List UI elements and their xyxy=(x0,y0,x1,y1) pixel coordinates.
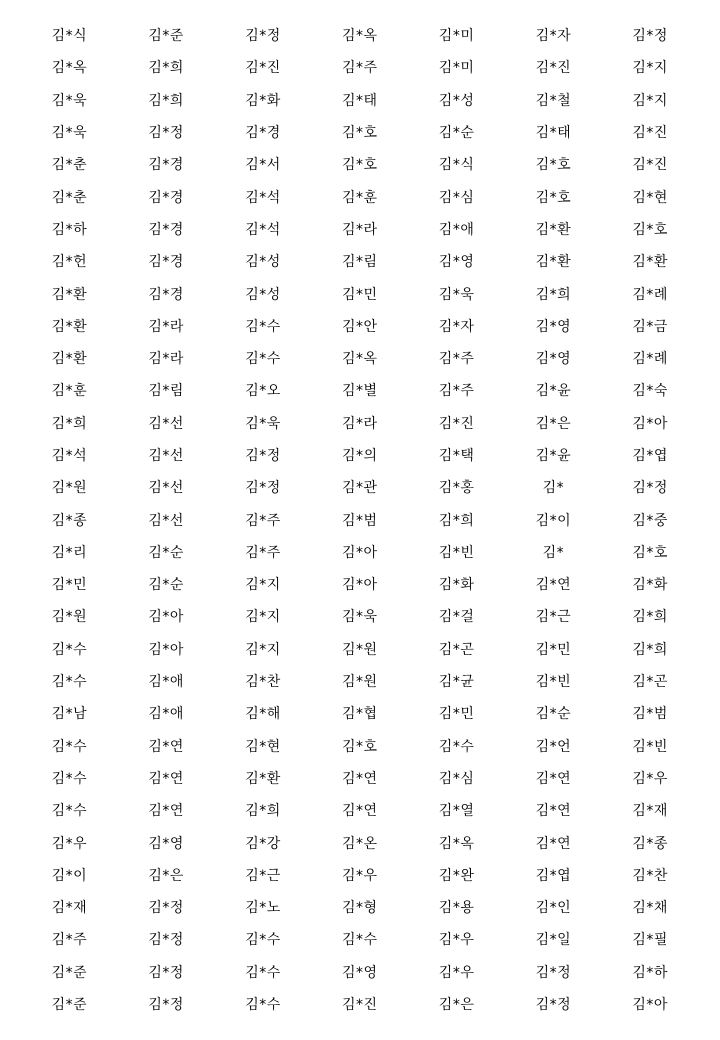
name-cell: 김*태 xyxy=(342,92,378,109)
name-cell: 김*애 xyxy=(148,674,184,691)
name-cell: 김*영 xyxy=(342,964,378,981)
name-cell: 김*인 xyxy=(535,900,572,917)
name-cell: 김*미 xyxy=(438,28,475,45)
name-cell: 김*걸 xyxy=(438,609,475,626)
name-row xyxy=(0,826,720,858)
name-cell: 김*지 xyxy=(245,641,281,658)
name-cell: 김*정 xyxy=(535,964,572,981)
name-cell: 김*라 xyxy=(342,415,378,432)
name-cell: 김*욱 xyxy=(438,286,475,303)
name-cell: 김*정 xyxy=(245,448,281,464)
name-cell: 김*성 xyxy=(245,254,281,271)
name-cell: 김*정 xyxy=(148,900,184,917)
name-cell: 김*근 xyxy=(535,609,572,626)
name-cell: 김*연 xyxy=(342,803,378,820)
name-cell: 김*희 xyxy=(51,415,88,432)
name-cell: 김*리 xyxy=(51,544,88,561)
name-cell: 김*일 xyxy=(535,932,572,949)
name-row xyxy=(0,730,720,762)
name-cell: 김*원 xyxy=(51,609,88,626)
name-cell: 김*연 xyxy=(342,770,378,787)
name-cell: 김*재 xyxy=(632,803,668,820)
name-cell: 김*근 xyxy=(245,867,281,884)
name-cell: 김*경 xyxy=(148,254,184,271)
name-cell: 김*수 xyxy=(51,674,88,691)
name-row xyxy=(0,536,720,568)
name-cell: 김*채 xyxy=(632,900,668,917)
name-cell: 김*홍 xyxy=(438,480,475,497)
name-row xyxy=(0,633,720,665)
name-cell: 김*지 xyxy=(245,609,281,626)
name-row xyxy=(0,988,720,1020)
name-cell: 김*주 xyxy=(342,60,378,77)
name-cell: 김*우 xyxy=(438,932,475,949)
name-row xyxy=(0,439,720,471)
name-cell: 김*성 xyxy=(245,286,281,303)
name-cell: 김*영 xyxy=(535,318,572,335)
name-cell: 김*원 xyxy=(342,641,378,658)
name-cell: 김*호 xyxy=(342,125,378,142)
name-row xyxy=(0,407,720,439)
name-cell: 김*수 xyxy=(51,641,88,658)
name-row xyxy=(0,697,720,729)
name-cell: 김*환 xyxy=(632,254,668,271)
name-cell: 김*범 xyxy=(632,706,668,723)
name-cell: 김*희 xyxy=(632,609,668,626)
name-cell: 김*정 xyxy=(148,997,184,1014)
name-cell: 김*민 xyxy=(51,577,88,594)
name-cell: 김*온 xyxy=(342,835,378,852)
name-cell: 김*라 xyxy=(148,318,184,335)
name-cell: 김*환 xyxy=(535,221,572,238)
name-cell: 김*경 xyxy=(148,157,184,174)
name-cell: 김*정 xyxy=(148,964,184,981)
name-cell: 김*아 xyxy=(148,609,184,626)
name-cell: 김*강 xyxy=(245,835,281,852)
name-cell: 김*남 xyxy=(51,706,88,723)
name-cell: 김*옥 xyxy=(342,351,378,368)
name-cell: 김*진 xyxy=(438,415,475,432)
name-cell: 김*석 xyxy=(245,189,281,206)
name-cell: 김*우 xyxy=(438,964,475,981)
name-cell: 김*정 xyxy=(535,997,572,1014)
name-cell: 김*진 xyxy=(632,125,668,142)
name-cell: 김*이 xyxy=(51,867,88,884)
name-cell: 김*애 xyxy=(148,706,184,723)
name-cell: 김*윤 xyxy=(535,383,572,400)
name-cell: 김*금 xyxy=(632,318,668,335)
name-cell: 김*현 xyxy=(632,189,668,206)
name-row xyxy=(0,245,720,277)
name-cell: 김*선 xyxy=(148,448,184,464)
name-cell: 김*환 xyxy=(245,770,281,787)
name-cell: 김*희 xyxy=(148,60,184,77)
name-cell: 김*희 xyxy=(632,641,668,658)
name-cell: 김*수 xyxy=(245,997,281,1014)
name-cell: 김*주 xyxy=(51,932,88,949)
name-cell: 김*곤 xyxy=(438,641,475,658)
name-row xyxy=(0,891,720,923)
name-cell: 김*선 xyxy=(148,512,184,529)
name-row xyxy=(0,471,720,503)
name-cell: 김*라 xyxy=(342,221,378,238)
name-cell: 김*수 xyxy=(438,738,475,755)
name-cell: 김*환 xyxy=(51,286,88,303)
name-cell: 김*지 xyxy=(632,92,668,109)
name-cell: 김*우 xyxy=(51,835,88,852)
name-cell: 김*호 xyxy=(535,189,572,206)
name-cell: 김*성 xyxy=(438,92,475,109)
name-row xyxy=(0,342,720,374)
name-cell: 김*선 xyxy=(148,480,184,497)
name-cell: 김*환 xyxy=(51,318,88,335)
name-cell: 김*수 xyxy=(245,932,281,949)
name-row xyxy=(0,51,720,83)
name-row xyxy=(0,762,720,794)
name-cell: 김*훈 xyxy=(51,383,88,400)
name-cell: 김*연 xyxy=(535,835,572,852)
name-cell: 김*옥 xyxy=(438,835,475,852)
name-cell: 김*정 xyxy=(148,932,184,949)
name-cell: 김*아 xyxy=(632,415,668,432)
name-cell: 김*민 xyxy=(342,286,378,303)
name-cell: 김*욱 xyxy=(342,609,378,626)
name-cell: 김*종 xyxy=(632,835,668,852)
name-cell: 김*지 xyxy=(245,577,281,594)
name-cell: 김*욱 xyxy=(245,415,281,432)
name-cell: 김*림 xyxy=(148,383,184,400)
name-cell: 김*호 xyxy=(632,221,668,238)
name-cell: 김*환 xyxy=(51,351,88,368)
name-cell: 김*심 xyxy=(438,189,475,206)
name-cell: 김*경 xyxy=(148,286,184,303)
name-cell: 김*자 xyxy=(438,318,475,335)
name-cell: 김*택 xyxy=(438,448,475,464)
name-cell: 김*주 xyxy=(245,512,281,529)
name-row xyxy=(0,84,720,116)
name-cell: 김*서 xyxy=(245,157,281,174)
name-cell: 김*석 xyxy=(51,448,88,464)
name-row xyxy=(0,148,720,180)
name-cell: 김*진 xyxy=(245,60,281,77)
name-cell: 김*례 xyxy=(632,286,668,303)
name-cell: 김*필 xyxy=(632,932,668,949)
name-cell: 김*균 xyxy=(438,674,475,691)
name-row xyxy=(0,923,720,955)
name-cell: 김*윤 xyxy=(535,448,572,464)
name-cell: 김*준 xyxy=(51,964,88,981)
name-cell: 김*경 xyxy=(245,125,281,142)
name-row xyxy=(0,19,720,51)
name-cell: 김*화 xyxy=(438,577,475,594)
name-cell: 김*은 xyxy=(438,997,475,1014)
name-cell: 김*정 xyxy=(245,480,281,497)
name-cell: 김*별 xyxy=(342,383,378,400)
name-cell: 김*하 xyxy=(51,221,88,238)
name-cell: 김*희 xyxy=(148,92,184,109)
name-cell: 김*영 xyxy=(535,351,572,368)
name-cell: 김*빈 xyxy=(632,738,668,755)
name-cell: 김*진 xyxy=(632,157,668,174)
name-cell: 김*연 xyxy=(148,770,184,787)
name-cell: 김*호 xyxy=(342,738,378,755)
name-cell: 김*선 xyxy=(148,415,184,432)
name-cell: 김*화 xyxy=(632,577,668,594)
name-cell: 김*희 xyxy=(245,803,281,820)
name-cell: 김*애 xyxy=(438,221,475,238)
name-cell: 김*진 xyxy=(342,997,378,1014)
name-cell: 김*아 xyxy=(342,577,378,594)
name-cell: 김*엽 xyxy=(535,867,572,884)
name-cell: 김*희 xyxy=(535,286,572,303)
name-cell: 김*우 xyxy=(632,770,668,787)
name-cell: 김*옥 xyxy=(51,60,88,77)
name-cell: 김*순 xyxy=(535,706,572,723)
name-cell: 김*안 xyxy=(342,318,378,335)
name-cell: 김*열 xyxy=(438,803,475,820)
name-cell: 김*연 xyxy=(535,577,572,594)
name-cell: 김*수 xyxy=(51,770,88,787)
name-cell: 김*곤 xyxy=(632,674,668,691)
name-cell: 김*엽 xyxy=(632,448,668,464)
name-row xyxy=(0,600,720,632)
name-cell: 김*옥 xyxy=(342,28,378,45)
name-cell: 김*민 xyxy=(535,641,572,658)
name-cell: 김*심 xyxy=(438,770,475,787)
name-cell: 김*정 xyxy=(148,125,184,142)
name-cell: 김*정 xyxy=(632,28,668,45)
name-cell: 김*지 xyxy=(632,60,668,77)
name-row xyxy=(0,374,720,406)
name-cell: 김*석 xyxy=(245,221,281,238)
name-cell: 김*영 xyxy=(438,254,475,271)
name-row xyxy=(0,859,720,891)
name-cell: 김*원 xyxy=(51,480,88,497)
name-cell: 김*환 xyxy=(535,254,572,271)
name-cell: 김*경 xyxy=(148,221,184,238)
name-cell: 김*식 xyxy=(438,157,475,174)
name-cell: 김*종 xyxy=(51,512,88,529)
name-cell: 김*노 xyxy=(245,900,281,917)
name-cell: 김*원 xyxy=(342,674,378,691)
name-cell: 김*미 xyxy=(438,60,475,77)
name-cell: 김*수 xyxy=(245,964,281,981)
name-cell: 김*춘 xyxy=(51,189,88,206)
name-row xyxy=(0,310,720,342)
name-cell: 김*관 xyxy=(342,480,378,497)
name-row xyxy=(0,956,720,988)
name-cell: 김*재 xyxy=(51,900,88,917)
name-cell: 김*훈 xyxy=(342,189,378,206)
name-cell: 김*수 xyxy=(51,738,88,755)
name-cell: 김*연 xyxy=(535,770,572,787)
name-cell: 김*숙 xyxy=(632,383,668,400)
name-cell: 김*은 xyxy=(535,415,572,432)
name-cell: 김*우 xyxy=(342,867,378,884)
name-row xyxy=(0,277,720,309)
name-cell: 김*진 xyxy=(535,60,572,77)
name-row xyxy=(0,503,720,535)
name-cell: 김*순 xyxy=(438,125,475,142)
name-cell: 김*형 xyxy=(342,900,378,917)
name-cell: 김* xyxy=(542,480,565,497)
name-cell: 김*주 xyxy=(438,351,475,368)
name-cell: 김*욱 xyxy=(51,125,88,142)
name-cell: 김*순 xyxy=(148,577,184,594)
name-cell: 김*호 xyxy=(535,157,572,174)
name-cell: 김*아 xyxy=(632,997,668,1014)
name-cell: 김*정 xyxy=(245,28,281,45)
name-cell: 김*라 xyxy=(148,351,184,368)
name-cell: 김*수 xyxy=(51,803,88,820)
name-cell: 김*준 xyxy=(148,28,184,45)
name-cell: 김* xyxy=(542,544,565,561)
name-cell: 김*례 xyxy=(632,351,668,368)
name-cell: 김*오 xyxy=(245,383,281,400)
name-cell: 김*태 xyxy=(535,125,572,142)
name-cell: 김*협 xyxy=(342,706,378,723)
name-cell: 김*림 xyxy=(342,254,378,271)
name-grid xyxy=(0,19,720,1020)
name-cell: 김*수 xyxy=(245,351,281,368)
name-cell: 김*연 xyxy=(535,803,572,820)
name-cell: 김*의 xyxy=(342,448,378,464)
name-cell: 김*화 xyxy=(245,92,281,109)
name-cell: 김*연 xyxy=(148,738,184,755)
name-cell: 김*용 xyxy=(438,900,475,917)
name-row xyxy=(0,116,720,148)
name-cell: 김*아 xyxy=(342,544,378,561)
name-cell: 김*헌 xyxy=(51,254,88,271)
name-cell: 김*이 xyxy=(535,512,572,529)
name-cell: 김*언 xyxy=(535,738,572,755)
name-cell: 김*호 xyxy=(632,544,668,561)
name-cell: 김*자 xyxy=(535,28,572,45)
name-cell: 김*하 xyxy=(632,964,668,981)
name-cell: 김*은 xyxy=(148,867,184,884)
name-cell: 김*욱 xyxy=(51,92,88,109)
name-cell: 김*빈 xyxy=(535,674,572,691)
name-cell: 김*주 xyxy=(438,383,475,400)
name-cell: 김*아 xyxy=(148,641,184,658)
name-cell: 김*해 xyxy=(245,706,281,723)
name-cell: 김*범 xyxy=(342,512,378,529)
name-cell: 김*경 xyxy=(148,189,184,206)
name-cell: 김*찬 xyxy=(632,867,668,884)
name-cell: 김*수 xyxy=(342,932,378,949)
name-cell: 김*연 xyxy=(148,803,184,820)
name-row xyxy=(0,180,720,212)
name-row xyxy=(0,665,720,697)
name-cell: 김*주 xyxy=(245,544,281,561)
name-cell: 김*순 xyxy=(148,544,184,561)
name-cell: 김*호 xyxy=(342,157,378,174)
name-cell: 김*빈 xyxy=(438,544,475,561)
name-cell: 김*민 xyxy=(438,706,475,723)
name-cell: 김*찬 xyxy=(245,674,281,691)
name-row xyxy=(0,213,720,245)
name-cell: 김*정 xyxy=(632,480,668,497)
name-cell: 김*춘 xyxy=(51,157,88,174)
name-cell: 김*완 xyxy=(438,867,475,884)
name-cell: 김*수 xyxy=(245,318,281,335)
name-cell: 김*준 xyxy=(51,997,88,1014)
name-cell: 김*희 xyxy=(438,512,475,529)
name-row xyxy=(0,794,720,826)
name-cell: 김*영 xyxy=(148,835,184,852)
name-cell: 김*중 xyxy=(632,512,668,529)
name-cell: 김*철 xyxy=(535,92,572,109)
name-row xyxy=(0,568,720,600)
name-cell: 김*식 xyxy=(51,28,88,45)
name-cell: 김*현 xyxy=(245,738,281,755)
